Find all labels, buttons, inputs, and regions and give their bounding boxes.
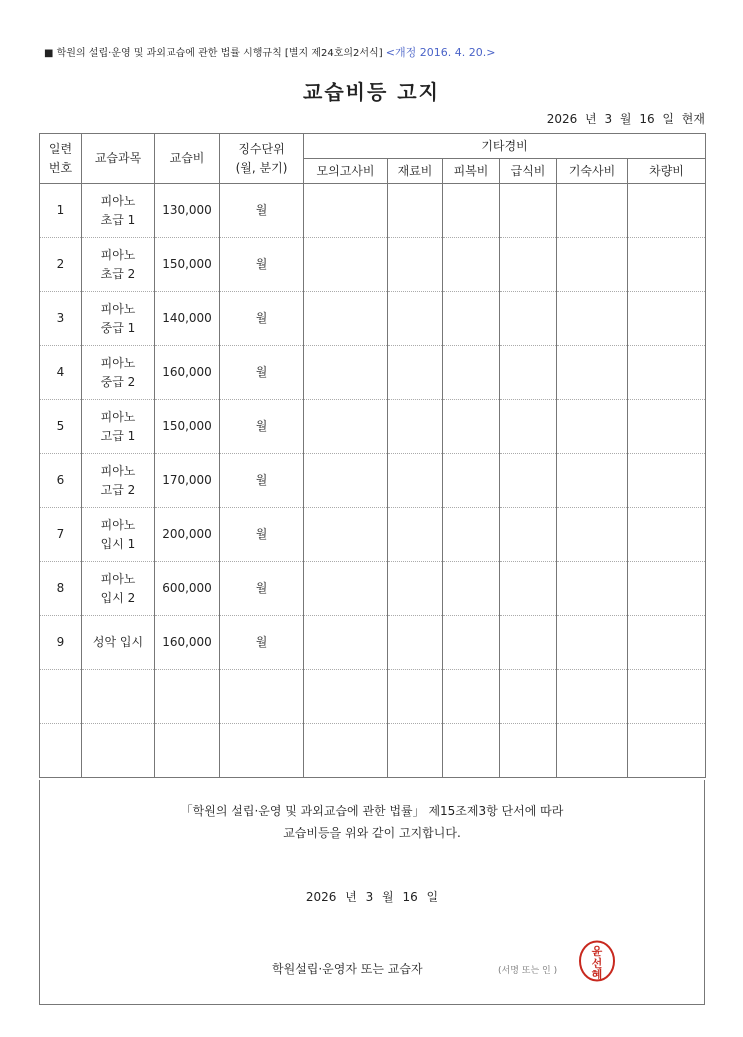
serial-no: 8 [40, 562, 82, 616]
fee: 200,000 [155, 508, 220, 562]
cell-empty [557, 454, 628, 508]
header-unit-line2: (월, 분기) [235, 160, 288, 175]
cell-empty [304, 400, 388, 454]
table-row [40, 724, 706, 778]
notice-statement [40, 800, 704, 844]
subject-line1: 피아노 [100, 463, 136, 478]
fee: 170,000 [155, 454, 220, 508]
svg-text:혜: 혜 [591, 968, 603, 981]
fee: 150,000 [155, 238, 220, 292]
cell-empty [304, 238, 388, 292]
subject-line2: 고급 1 [100, 428, 136, 443]
subject-line2: 입시 1 [100, 536, 136, 551]
seal-stamp-icon [578, 940, 616, 982]
subject-line1: 피아노 [100, 247, 136, 262]
cell-empty [500, 346, 557, 400]
subject [82, 238, 155, 292]
subject-line1: 피아노 [100, 301, 136, 316]
subject [82, 184, 155, 238]
unit: 월 [220, 508, 304, 562]
revision-note: <개정 2016. 4. 20.> [385, 46, 496, 59]
cell-empty [628, 400, 706, 454]
fee: 160,000 [155, 616, 220, 670]
fee: 600,000 [155, 562, 220, 616]
subject-line1: 피아노 [100, 517, 136, 532]
subject [82, 292, 155, 346]
statement-line2: 교습비등을 위와 같이 고지합니다. [283, 826, 461, 840]
header-clothing-fee: 피복비 [443, 159, 500, 184]
cell-empty [628, 346, 706, 400]
cell-empty [557, 508, 628, 562]
subject-line1: 피아노 [100, 355, 136, 370]
cell-empty [304, 508, 388, 562]
cell-empty [500, 670, 557, 724]
unit: 월 [220, 616, 304, 670]
cell-empty [628, 670, 706, 724]
cell-empty [500, 238, 557, 292]
fee: 130,000 [155, 184, 220, 238]
subject-line2: 중급 2 [100, 374, 136, 389]
cell-empty [500, 400, 557, 454]
svg-text:선: 선 [591, 957, 603, 970]
table-row [40, 346, 706, 400]
unit: 월 [220, 346, 304, 400]
fee: 150,000 [155, 400, 220, 454]
unit: 월 [220, 238, 304, 292]
subject-line1: 성악 입시 [92, 635, 144, 649]
cell-empty [443, 346, 500, 400]
header-meal-fee: 급식비 [500, 159, 557, 184]
table-row [40, 400, 706, 454]
cell-empty [557, 670, 628, 724]
unit: 월 [220, 292, 304, 346]
unit: 월 [220, 454, 304, 508]
cell-empty [443, 616, 500, 670]
serial-no: 3 [40, 292, 82, 346]
header-material-fee: 재료비 [388, 159, 443, 184]
header-fee: 교습비 [155, 134, 220, 184]
cell-empty [500, 508, 557, 562]
subject-line2: 초급 2 [100, 266, 136, 281]
subject-line1: 피아노 [100, 193, 136, 208]
cell-empty [388, 184, 443, 238]
serial-no: 1 [40, 184, 82, 238]
header-serial-no [40, 134, 82, 184]
cell-empty [388, 292, 443, 346]
subject [82, 562, 155, 616]
fee: 160,000 [155, 346, 220, 400]
cell-empty [557, 400, 628, 454]
subject-line2: 초급 1 [100, 212, 136, 227]
header-unit-line1: 징수단위 [238, 141, 285, 156]
fee [155, 724, 220, 778]
cell-empty [557, 562, 628, 616]
as-of-date: 2026 년 3 월 16 일 현재 [546, 112, 705, 126]
cell-empty [628, 238, 706, 292]
subject-line2: 입시 2 [100, 590, 136, 605]
page-title: 교습비등 고지 [303, 80, 440, 104]
subject [82, 508, 155, 562]
legal-basis [44, 44, 495, 60]
table-row [40, 238, 706, 292]
subject [82, 724, 155, 778]
unit: 월 [220, 184, 304, 238]
cell-empty [304, 292, 388, 346]
serial-no: 7 [40, 508, 82, 562]
table-row [40, 562, 706, 616]
table-row [40, 292, 706, 346]
notice-date: 2026 년 3 월 16 일 [305, 890, 439, 904]
unit [220, 670, 304, 724]
subject-line2: 중급 1 [100, 320, 136, 335]
cell-empty [443, 292, 500, 346]
legal-basis-text: ■ 학원의 설립·운영 및 과외교습에 관한 법률 시행규칙 [별지 제24호의2서식] [44, 48, 383, 59]
cell-empty [443, 508, 500, 562]
cell-empty [388, 670, 443, 724]
cell-empty [388, 454, 443, 508]
header-serial-no-line2: 번호 [48, 160, 73, 175]
subject-line1: 피아노 [100, 571, 136, 586]
serial-no: 5 [40, 400, 82, 454]
serial-no: 6 [40, 454, 82, 508]
notice-footer [39, 780, 705, 1005]
cell-empty [628, 292, 706, 346]
cell-empty [388, 724, 443, 778]
subject-line1: 피아노 [100, 409, 136, 424]
cell-empty [304, 184, 388, 238]
cell-empty [388, 508, 443, 562]
cell-empty [628, 508, 706, 562]
cell-empty [500, 292, 557, 346]
cell-empty [628, 454, 706, 508]
subject [82, 400, 155, 454]
cell-empty [304, 454, 388, 508]
fee: 140,000 [155, 292, 220, 346]
cell-empty [443, 238, 500, 292]
cell-empty [388, 346, 443, 400]
cell-empty [628, 724, 706, 778]
subject [82, 670, 155, 724]
cell-empty [557, 184, 628, 238]
statement-line1: 「학원의 설립·운영 및 과외교습에 관한 법률」 제15조제3항 단서에 따라 [180, 804, 564, 818]
cell-empty [388, 616, 443, 670]
serial-no [40, 670, 82, 724]
cell-empty [557, 616, 628, 670]
table-row [40, 670, 706, 724]
cell-empty [443, 724, 500, 778]
serial-no: 9 [40, 616, 82, 670]
cell-empty [304, 724, 388, 778]
cell-empty [628, 562, 706, 616]
subject [82, 454, 155, 508]
unit: 월 [220, 400, 304, 454]
serial-no: 2 [40, 238, 82, 292]
cell-empty [500, 454, 557, 508]
header-subject: 교습과목 [82, 134, 155, 184]
cell-empty [500, 562, 557, 616]
cell-empty [557, 724, 628, 778]
header-other-expenses: 기타경비 [304, 134, 706, 159]
subject [82, 616, 155, 670]
fee [155, 670, 220, 724]
header-collection-unit [220, 134, 304, 184]
cell-empty [443, 454, 500, 508]
header-mock-exam-fee: 모의고사비 [304, 159, 388, 184]
cell-empty [557, 346, 628, 400]
cell-empty [500, 184, 557, 238]
cell-empty [388, 238, 443, 292]
cell-empty [443, 670, 500, 724]
signer-label: 학원설립·운영자 또는 교습자 [272, 962, 423, 976]
cell-empty [304, 346, 388, 400]
cell-empty [443, 400, 500, 454]
cell-empty [388, 400, 443, 454]
table-row [40, 508, 706, 562]
cell-empty [557, 238, 628, 292]
cell-empty [304, 616, 388, 670]
cell-empty [557, 292, 628, 346]
table-row [40, 454, 706, 508]
unit: 월 [220, 562, 304, 616]
cell-empty [443, 184, 500, 238]
header-vehicle-fee: 차량비 [628, 159, 706, 184]
serial-no [40, 724, 82, 778]
cell-empty [304, 562, 388, 616]
header-dormitory-fee: 기숙사비 [557, 159, 628, 184]
cell-empty [500, 724, 557, 778]
cell-empty [628, 616, 706, 670]
subject-line2: 고급 2 [100, 482, 136, 497]
fee-table [39, 133, 706, 778]
cell-empty [500, 616, 557, 670]
header-serial-no-line1: 일련 [48, 141, 73, 156]
cell-empty [628, 184, 706, 238]
table-row [40, 184, 706, 238]
table-row [40, 616, 706, 670]
serial-no: 4 [40, 346, 82, 400]
svg-text:윤: 윤 [591, 945, 603, 958]
cell-empty [388, 562, 443, 616]
cell-empty [443, 562, 500, 616]
unit [220, 724, 304, 778]
sign-note: (서명 또는 인 ) [498, 966, 558, 976]
subject [82, 346, 155, 400]
cell-empty [304, 670, 388, 724]
